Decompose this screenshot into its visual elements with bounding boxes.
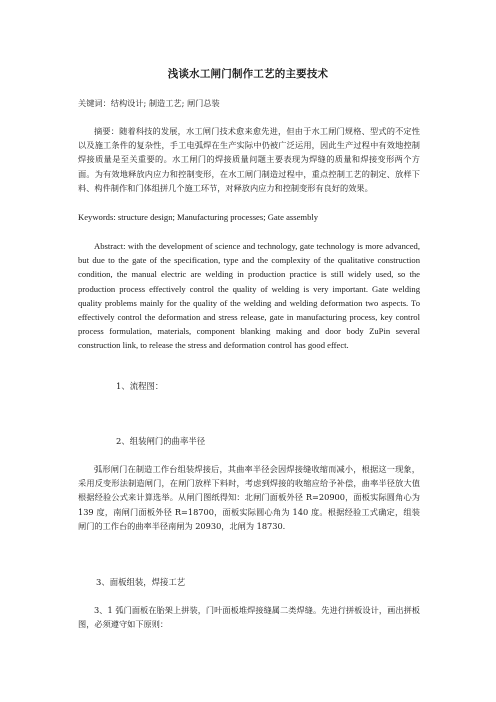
keywords-cn: 关键词：结构设计; 制造工艺; 闸门总装 (78, 98, 220, 108)
abstract-en: Abstract: with the development of science and technology, gate technology is more advanced, but due to the gate of the specification, type and the complexity of the qualitative construction condition, the manual electric are welding in production practice is still widely used, so the production process effectively control the quality of welding is very important. Gate welding quality problems mainly for the quality of the welding and welding deformation two aspects. To effectively control the deformation and stress release, gate in manufacturing process, key control process formulation, materials, component blanking making and door body ZuPin several construction link, to release the stress and deformation control has good effect. (78, 241, 420, 351)
section-heading-curvature: 2、组装闸门的曲率半径 (116, 436, 206, 446)
keywords-en: Keywords: structure design; Manufacturing processes; Gate assembly (78, 212, 319, 222)
section-body-panel-assembly: 3、1 弧门面板在胎架上拼装，门叶面板堆焊接缝属二类焊缝。先进行拼板设计，画出拼板图，必须遵守如下原则： (78, 605, 420, 630)
document-title: 浅谈水工闸门制作工艺的主要技术 (167, 68, 329, 80)
section-body-curvature: 弧形闸门在制造工作台组装焊接后，其曲率半径会因焊接缝收缩而减小，根据这一现象，采用反变形法制造闸门，在闸门放样下料时，考虑到焊接的收缩应给予补偿，曲率半径放大值根据经验公式来计算选举。从闸门图纸得知：北闸门面板外径 R=20900，面板实际圆角心为 139 度，南闸门面板外径 R=18700，面板实际圆心角为 140 度。根据经验工式确定，组装闸门的工作台的曲率半径南闸为 20930，北闸为 18730. (78, 464, 420, 531)
section-heading-panel-assembly: 3、面板组装，焊接工艺 (96, 577, 186, 587)
section-heading-flowchart: 1、流程图： (116, 381, 164, 391)
abstract-cn: 摘要：随着科技的发展，水工闸门技术愈来愈先进，但由于水工闸门规格、型式的不定性以及施工条件的复杂性，手工电弧焊在生产实际中仍被广泛运用，因此生产过程中有效地控制焊接质量是至关重要的。水工闸门的焊接质量问题主要表现为焊缝的质量和焊接变形两个方面。为有效地释放内应力和控制变形，在水工闸门制造过程中，重点控制工艺的制定、放样下料、构件制作和门体组拼几个施工环节，对释放内应力和控制变形有良好的效果。 (78, 126, 420, 193)
